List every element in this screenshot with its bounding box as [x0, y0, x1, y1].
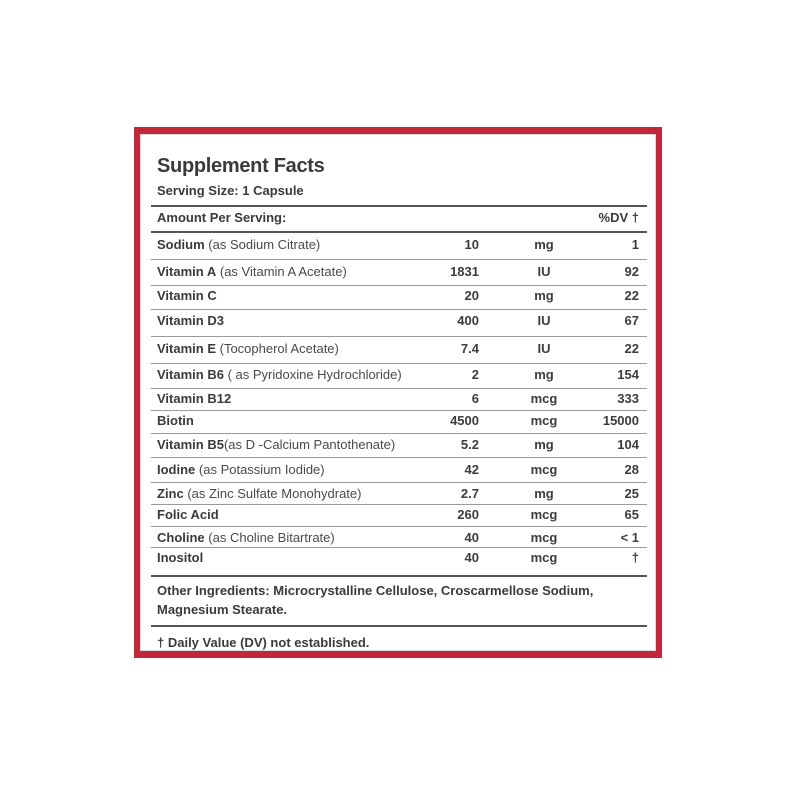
nutrient-unit: mg — [534, 288, 554, 303]
footnote: † Daily Value (DV) not established. — [157, 635, 370, 650]
nutrient-dv: 22 — [624, 288, 639, 303]
nutrient-unit: mg — [534, 486, 554, 501]
nutrient-label: Iodine — [157, 462, 196, 477]
table-row — [157, 550, 641, 572]
nutrient-name — [157, 341, 339, 356]
nutrient-unit: mcg — [530, 391, 558, 406]
label-border — [134, 127, 662, 658]
nutrient-amount: 2.7 — [460, 486, 479, 501]
nutrient-label: Vitamin D3 — [157, 313, 224, 328]
nutrient-amount: 260 — [457, 507, 479, 522]
nutrient-amount: 400 — [457, 313, 479, 328]
divider — [151, 625, 647, 627]
panel-title: Supplement Facts — [157, 155, 325, 177]
nutrient-qualifier: (as D -Calcium Pantothenate) — [223, 437, 396, 452]
nutrient-dv: 22 — [624, 341, 639, 356]
row-divider — [151, 457, 647, 458]
nutrient-dv: 154 — [617, 367, 639, 382]
nutrient-name — [157, 313, 224, 328]
nutrient-label: Inositol — [157, 550, 204, 565]
nutrient-amount: 4500 — [450, 413, 479, 428]
nutrient-unit: mcg — [530, 507, 558, 522]
nutrient-qualifier: (as Potassium Iodide) — [195, 462, 325, 477]
nutrient-unit: IU — [537, 341, 551, 356]
nutrient-name — [157, 486, 361, 501]
nutrient-label: Vitamin C — [157, 288, 217, 303]
nutrient-qualifier: (as Sodium Citrate) — [204, 237, 321, 252]
nutrient-unit: mg — [534, 237, 554, 252]
nutrient-qualifier: ( as Pyridoxine Hydrochloride) — [223, 367, 402, 382]
nutrient-name — [157, 237, 320, 252]
nutrient-name — [157, 264, 347, 279]
table-row — [157, 437, 641, 459]
row-divider — [151, 526, 647, 527]
nutrient-amount: 6 — [471, 391, 479, 406]
nutrient-amount: 40 — [464, 530, 479, 545]
dv-label: %DV † — [598, 210, 639, 225]
table-row — [157, 288, 641, 310]
nutrient-name — [157, 413, 194, 428]
nutrient-unit: mcg — [530, 530, 558, 545]
nutrient-name — [157, 530, 335, 545]
divider — [151, 575, 647, 577]
row-divider — [151, 388, 647, 389]
row-divider — [151, 309, 647, 310]
nutrient-amount: 20 — [464, 288, 479, 303]
row-divider — [151, 285, 647, 286]
nutrient-dv: 1 — [631, 237, 639, 252]
row-divider — [151, 259, 647, 260]
nutrient-amount: 40 — [464, 550, 479, 565]
nutrient-amount: 42 — [464, 462, 479, 477]
nutrient-name — [157, 288, 217, 303]
nutrient-dv: † — [631, 550, 639, 565]
other-ingredients: Other Ingredients: Microcrystalline Cellulose, Croscarmellose Sodium, Magnesium Stearate. — [157, 583, 594, 617]
table-row — [157, 462, 641, 484]
table-row — [157, 367, 641, 389]
nutrient-label: Folic Acid — [157, 507, 219, 522]
nutrient-name — [157, 367, 402, 382]
nutrient-name — [157, 507, 219, 522]
nutrient-dv: 92 — [624, 264, 639, 279]
row-divider — [151, 547, 647, 548]
nutrient-unit: mcg — [530, 462, 558, 477]
nutrient-unit: mcg — [530, 550, 558, 565]
table-row — [157, 313, 641, 335]
table-row — [157, 341, 641, 363]
nutrient-label: Biotin — [157, 413, 194, 428]
nutrient-unit: mg — [534, 367, 554, 382]
nutrient-dv: 25 — [624, 486, 639, 501]
table-row — [157, 413, 641, 435]
nutrient-label: Vitamin A — [157, 264, 217, 279]
nutrient-label: Vitamin E — [157, 341, 217, 356]
supplement-facts-panel — [140, 134, 656, 651]
nutrient-dv: 65 — [624, 507, 639, 522]
nutrient-label: Zinc — [157, 486, 184, 501]
nutrient-dv: < 1 — [620, 530, 639, 545]
nutrient-amount: 5.2 — [460, 437, 479, 452]
nutrient-amount: 10 — [464, 237, 479, 252]
divider — [151, 205, 647, 207]
nutrient-dv: 333 — [617, 391, 639, 406]
nutrient-amount: 7.4 — [460, 341, 479, 356]
row-divider — [151, 336, 647, 337]
nutrient-amount: 1831 — [450, 264, 479, 279]
nutrient-dv: 104 — [617, 437, 639, 452]
nutrient-label: Vitamin B6 — [157, 367, 224, 382]
nutrient-label: Sodium — [157, 237, 205, 252]
table-row — [157, 264, 641, 286]
nutrient-label: Choline — [157, 530, 205, 545]
row-divider — [151, 482, 647, 483]
nutrient-qualifier: (as Choline Bitartrate) — [204, 530, 335, 545]
nutrient-dv: 15000 — [602, 413, 639, 428]
nutrient-unit: IU — [537, 313, 551, 328]
nutrient-qualifier: (as Vitamin A Acetate) — [216, 264, 347, 279]
nutrient-unit: mcg — [530, 413, 558, 428]
nutrient-qualifier: (Tocopherol Acetate) — [216, 341, 339, 356]
serving-size: Serving Size: 1 Capsule — [157, 183, 304, 198]
nutrient-unit: mg — [534, 437, 554, 452]
nutrient-label: Vitamin B12 — [157, 391, 232, 406]
divider — [151, 231, 647, 233]
nutrient-amount: 2 — [471, 367, 479, 382]
row-divider — [151, 363, 647, 364]
amount-per-serving-label: Amount Per Serving: — [157, 210, 287, 225]
table-row — [157, 530, 641, 552]
nutrient-label: Vitamin B5 — [157, 437, 224, 452]
nutrient-unit: IU — [537, 264, 551, 279]
nutrient-dv: 28 — [624, 462, 639, 477]
row-divider — [151, 410, 647, 411]
nutrient-name — [157, 391, 231, 406]
nutrient-name — [157, 462, 325, 477]
row-divider — [151, 433, 647, 434]
table-row — [157, 237, 641, 259]
row-divider — [151, 504, 647, 505]
nutrient-name — [157, 437, 395, 452]
nutrient-name — [157, 550, 203, 565]
nutrient-qualifier: (as Zinc Sulfate Monohydrate) — [183, 486, 362, 501]
nutrient-dv: 67 — [624, 313, 639, 328]
